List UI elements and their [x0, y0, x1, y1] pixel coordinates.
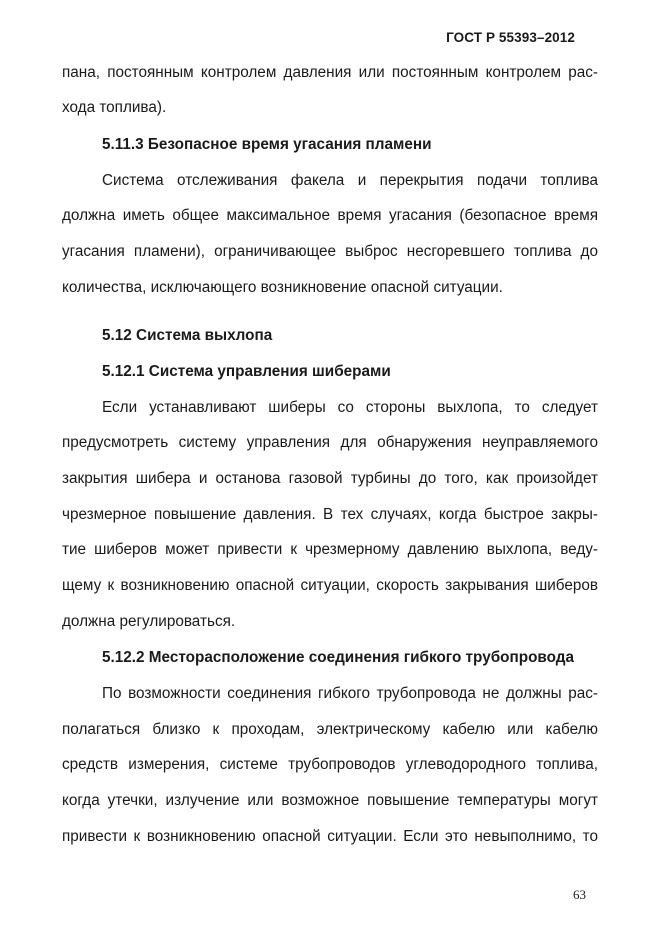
paragraph-line: Если устанавливают шиберы со стороны выхлопа, то следует — [102, 399, 598, 416]
paragraph-line: должна иметь общее максимальное время угасания (безопасное время — [62, 207, 598, 224]
paragraph-line: Система отслеживания факела и перекрытия подачи топлива — [102, 172, 598, 189]
page-number: 63 — [573, 887, 586, 902]
paragraph-line: щему к возникновению опасной ситуации, скорость закрывания шиберов — [62, 577, 598, 594]
paragraph-line: средств измерения, системе трубопроводов углеводородного топлива, — [62, 756, 598, 773]
paragraph-line: когда утечки, излучение или возможное повышение температуры могут — [62, 792, 598, 809]
paragraph-line: закрытия шибера и останова газовой турбины до того, как произойдет — [62, 470, 598, 487]
section-heading-5-11-3: 5.11.3 Безопасное время угасания пламени — [102, 136, 432, 153]
section-heading-5-12-1: 5.12.1 Система управления шиберами — [102, 363, 391, 380]
paragraph-line: пана, постоянным контролем давления или постоянным контролем рас- — [62, 64, 598, 81]
paragraph-line: По возможности соединения гибкого трубопровода не должны рас- — [102, 685, 598, 702]
paragraph-line: хода топлива). — [62, 99, 167, 116]
paragraph-line: угасания пламени), ограничивающее выброс несгоревшего топлива до — [62, 243, 598, 260]
paragraph-line: предусмотреть систему управления для обнаружения неуправляемого — [62, 434, 598, 451]
standard-header: ГОСТ Р 55393–2012 — [446, 30, 575, 45]
section-heading-5-12-2: 5.12.2 Месторасположение соединения гибкого трубопровода — [102, 649, 574, 666]
paragraph-line: привести к возникновению опасной ситуации. Если это невыполнимо, то — [62, 828, 598, 845]
paragraph-line: должна регулироваться. — [62, 613, 236, 630]
section-heading-5-12: 5.12 Система выхлопа — [102, 327, 273, 344]
paragraph-line: тие шиберов может привести к чрезмерному давлению выхлопа, веду- — [62, 541, 598, 558]
paragraph-line: полагаться близко к проходам, электрическому кабелю или кабелю — [62, 721, 598, 738]
paragraph-line: количества, исключающего возникновение опасной ситуации. — [62, 279, 503, 296]
paragraph-line: чрезмерное повышение давления. В тех случаях, когда быстрое закры- — [62, 506, 598, 523]
